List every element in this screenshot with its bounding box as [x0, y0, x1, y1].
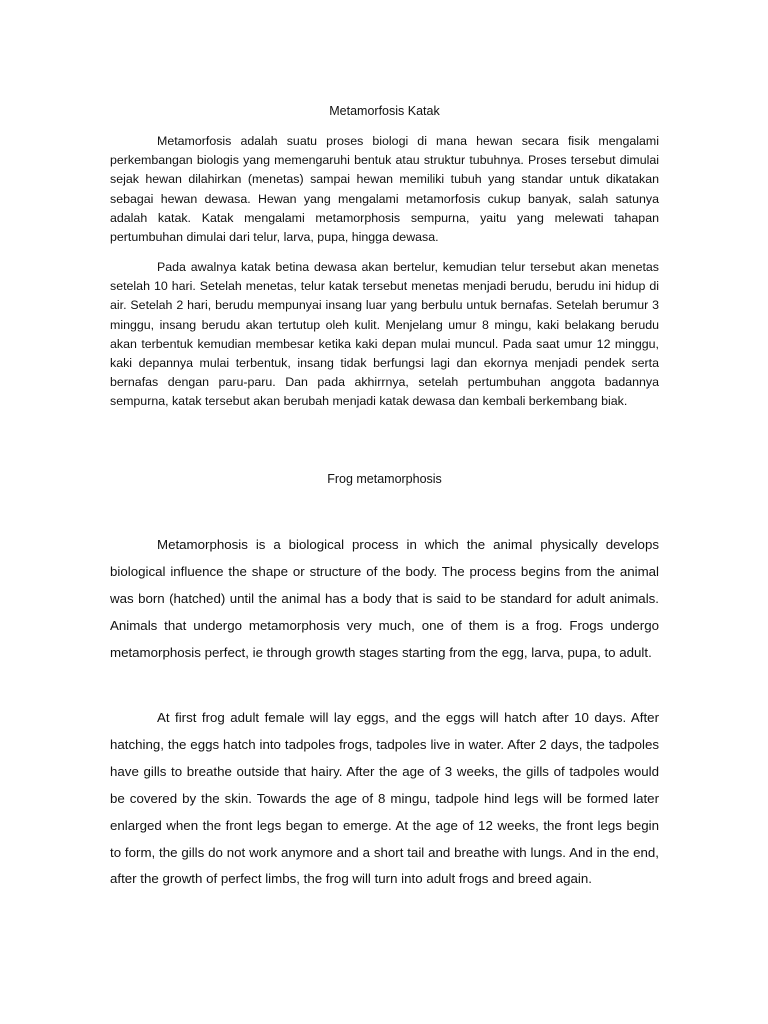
title-indonesian: Metamorfosis Katak — [329, 104, 440, 118]
paragraph-en-1: Metamorphosis is a biological process in which the animal physically develops biological influence the shape or structure of the body. The process begins from the animal was born (hatched) until the animal has a body that is said to be standard for adult animals. Animals that undergo metamorphosis very much, one of them is a frog. Frogs undergo metamorphosis perfect, ie through growth stages starting from the egg, larva, pupa, to adult. — [110, 537, 659, 660]
paragraph-id-2: Pada awalnya katak betina dewasa akan bertelur, kemudian telur tersebut akan menetas setelah 10 hari. Setelah menetas, telur katak tersebut menetas menjadi berudu, berudu ini hidup di air. Setelah 2 hari, berudu mempunyai insang luar yang berbulu untuk bernafas. Setelah berumur 3 minggu, insang berudu akan tertutup oleh kulit. Menjelang umur 8 mingu, kaki belakang berudu akan terbentuk kemudian membesar ketika kaki depan mulai muncul. Pada saat umur 12 minggu, kaki depannya mulai terbentuk, insang tidak berfungsi lagi dan ekornya menjadi pendek serta bernafas dengan paru-paru. Dan pada akhirrnya, setelah pertumbuhan anggota badannya sempurna, katak tersebut akan berubah menjadi katak dewasa dan kembali berkembang biak. — [110, 260, 659, 409]
title-english: Frog metamorphosis — [327, 472, 442, 486]
paragraph-en-2: At first frog adult female will lay eggs, and the eggs will hatch after 10 days. After hatching, the eggs hatch into tadpoles frogs, tadpoles live in water. After 2 days, the tadpoles have gills to breathe outside that hairy. After the age of 3 weeks, the gills of tadpoles would be covered by the skin. Towards the age of 8 mingu, tadpole hind legs will be formed later enlarged when the front legs began to emerge. At the age of 12 weeks, the front legs begin to form, the gills do not work anymore and a short tail and breathe with lungs. And in the end, after the growth of perfect limbs, the frog will turn into adult frogs and breed again. — [110, 710, 659, 887]
paragraph-id-1: Metamorfosis adalah suatu proses biologi di mana hewan secara fisik mengalami perkembangan biologis yang memengaruhi bentuk atau struktur tubuhnya. Proses tersebut dimulai sejak hewan dilahirkan (menetas) sampai hewan memiliki tubuh yang standar untuk dikatakan sebagai hewan dewasa. Hewan yang mengalami metamorfosis cukup banyak, salah satunya adalah katak. Katak mengalami metamorphosis sempurna, yaitu yang melewati tahapan pertumbuhan dimulai dari telur, larva, pupa, hingga dewasa. — [110, 134, 659, 245]
